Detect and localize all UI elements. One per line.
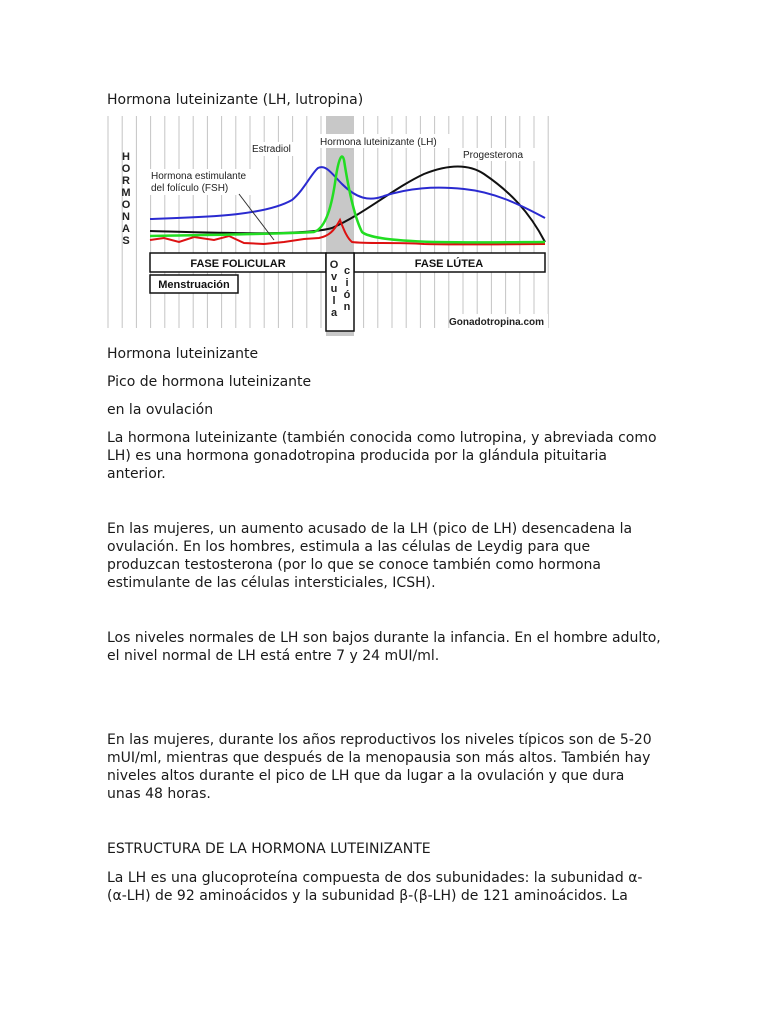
ovulacion-letter: c xyxy=(343,265,351,277)
ovulacion-letter: O xyxy=(329,259,339,271)
ovulacion-letter: l xyxy=(332,295,336,307)
lh-label: Hormona luteinizante (LH) xyxy=(320,137,437,148)
hormone-cycle-diagram xyxy=(104,116,552,336)
estradiol-label: Estradiol xyxy=(252,144,291,155)
ovulacion-letter: ó xyxy=(343,289,351,301)
caption-line: en la ovulación xyxy=(107,402,214,418)
axis-letter: M xyxy=(121,187,131,199)
source-label: Gonadotropina.com xyxy=(449,317,544,328)
ovulacion-letter: u xyxy=(330,283,338,295)
document-title: Hormona luteinizante (LH, lutropina) xyxy=(107,92,364,108)
paragraph: En las mujeres, durante los años reproductivos los niveles típicos son de 5-20 mUI/ml, mientras que después de la menopausia son más altos. También hay niveles altos durante el pico de LH que da lugar a la ovulación y que dura unas 48 horas. xyxy=(107,732,652,802)
fase-lutea-label: FASE LÚTEA xyxy=(414,258,484,270)
ovulacion-letter: n xyxy=(343,301,351,313)
ovulacion-letter: v xyxy=(330,271,338,283)
caption-line: Hormona luteinizante xyxy=(107,346,259,362)
paragraph: En las mujeres, un aumento acusado de la LH (pico de LH) desencadena la ovulación. En los hombres, estimula a las células de Leydig para que produzcan testosterona (por lo que se conoce también como hormona estimulante de las células intersticiales, ICSH). xyxy=(107,521,633,591)
axis-letter: N xyxy=(122,211,130,223)
hormone-cycle-figure xyxy=(104,116,552,336)
axis-letter: H xyxy=(122,151,130,163)
menstruacion-label: Menstruación xyxy=(158,279,230,291)
fsh-label-line1: Hormona estimulante xyxy=(151,171,247,182)
axis-letter: R xyxy=(122,175,130,187)
paragraph: La LH es una glucoproteína compuesta de dos subunidades: la subunidad α-(α-LH) de 92 aminoácidos y la subunidad β-(β-LH) de 121 aminoácidos. La xyxy=(107,870,643,904)
fsh-label-line2: del folículo (FSH) xyxy=(151,183,229,194)
caption-line: Pico de hormona luteinizante xyxy=(107,374,312,390)
fase-folicular-label: FASE FOLICULAR xyxy=(190,258,286,270)
section-heading: ESTRUCTURA DE LA HORMONA LUTEINIZANTE xyxy=(107,841,431,857)
axis-letter: A xyxy=(122,223,130,235)
paragraph: La hormona luteinizante (también conocida como lutropina, y abreviada como LH) es una hormona gonadotropina producida por la glándula pituitaria anterior. xyxy=(107,430,657,482)
progesterona-label: Progesterona xyxy=(463,150,524,161)
axis-letter: S xyxy=(122,235,130,247)
paragraph: Los niveles normales de LH son bajos durante la infancia. En el hombre adulto, el nivel normal de LH está entre 7 y 24 mUI/ml. xyxy=(107,630,661,664)
axis-letter: O xyxy=(121,163,131,175)
axis-label-letters xyxy=(121,151,130,247)
ovulacion-letter: i xyxy=(345,277,349,289)
ovulacion-letter: a xyxy=(330,307,338,319)
axis-letter: O xyxy=(121,199,131,211)
